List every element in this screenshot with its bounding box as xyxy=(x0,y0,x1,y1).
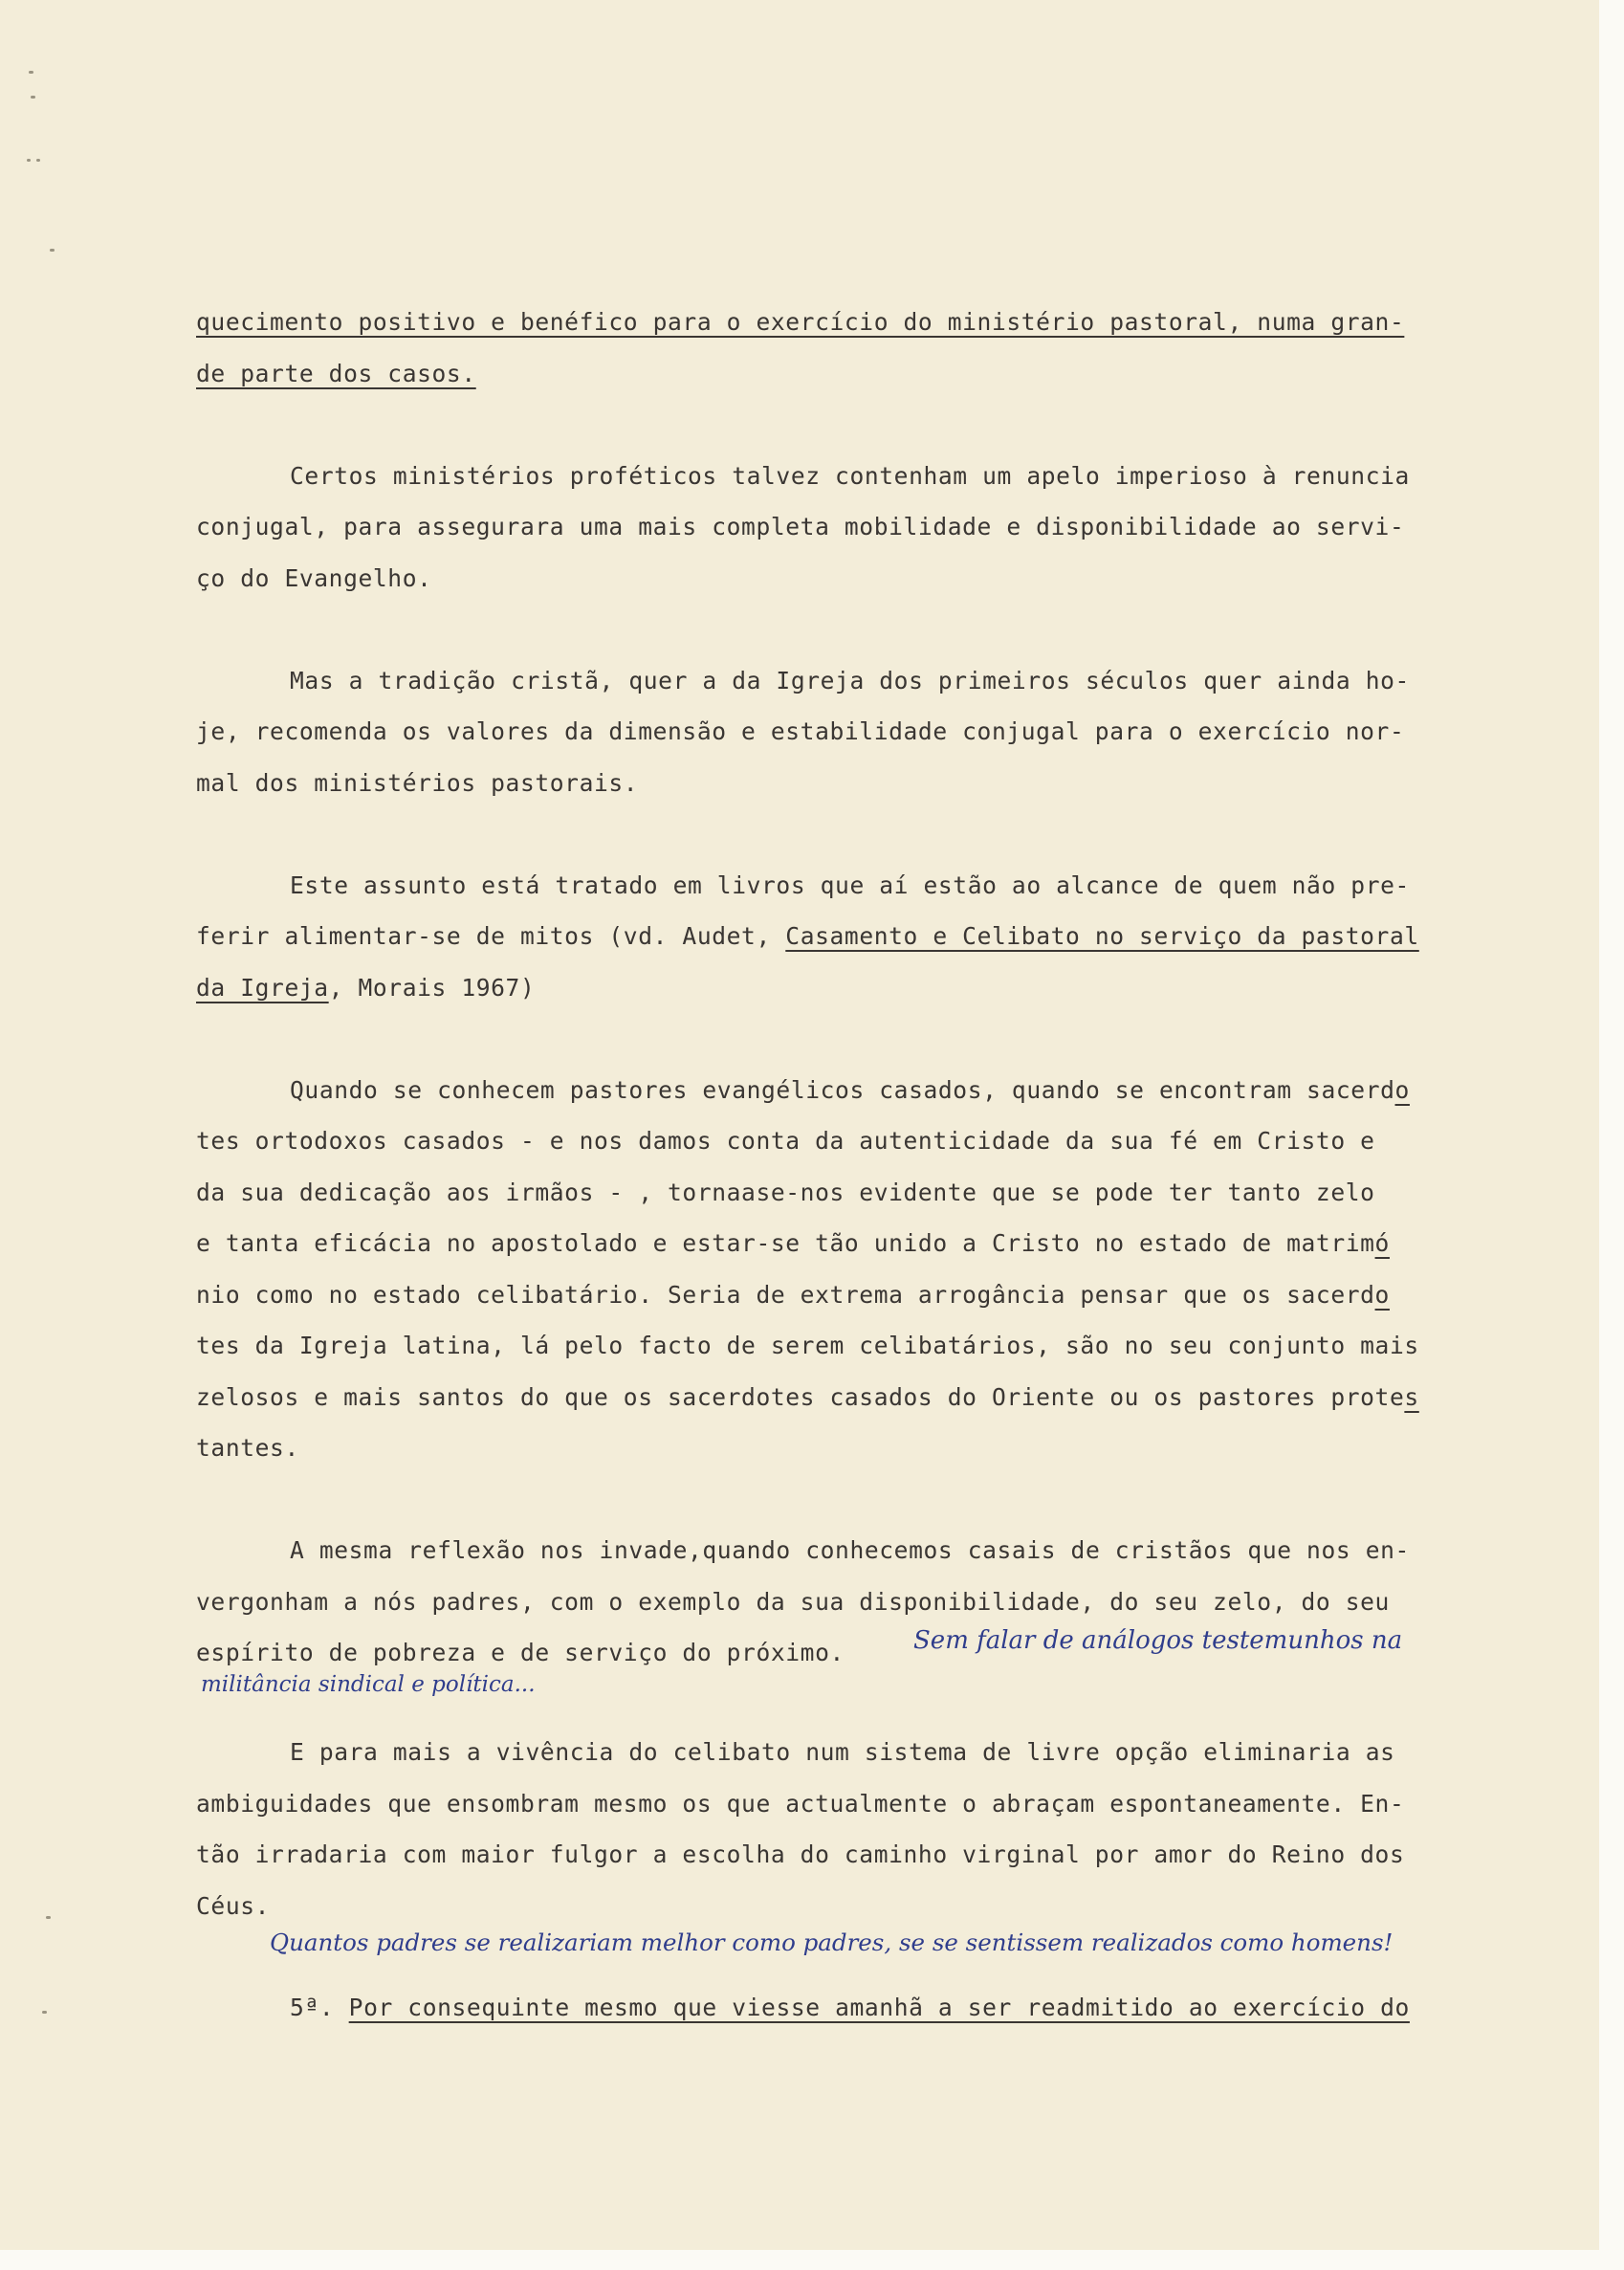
text-line xyxy=(196,860,1516,912)
text-segment: da sua dedicação aos irmãos - , tornaase-nos evidente que se pode ter tanto zelo xyxy=(196,1178,1375,1206)
text-segment: mal dos ministérios pastorais. xyxy=(196,768,639,797)
text-segment: s xyxy=(1404,1382,1419,1411)
text-segment: quecimento positivo e benéfico para o exercício do ministério pastoral, numa gran- xyxy=(196,308,1405,336)
text-segment: ambiguidades que ensombram mesmo os que actualmente o abraçam espontaneamente. En- xyxy=(196,1789,1405,1818)
text-line xyxy=(196,962,1516,1014)
text-segment: tes da Igreja latina, lá pelo facto de serem celibatários, são no seu conjunto mais xyxy=(196,1332,1419,1359)
text-line xyxy=(196,1576,1516,1628)
text-segment: o xyxy=(1374,1280,1390,1309)
text-line xyxy=(196,706,1516,758)
text-line xyxy=(196,758,1516,809)
text-segment: nio como no estado celibatário. Seria de extrema arrogância pensar que os sacerd xyxy=(196,1280,1375,1309)
section-5-line xyxy=(290,1982,1610,2034)
text-segment: , Morais 1967) xyxy=(328,973,536,1002)
text-segment: tes ortodoxos casados - e nos damos conta da autenticidade da sua fé em Cristo e xyxy=(196,1127,1375,1155)
text-segment: Quando se conhecem pastores evangélicos casados, quando se encontram sacerd xyxy=(290,1075,1395,1104)
text-segment: espírito de pobreza e de serviço do próximo. xyxy=(196,1639,845,1666)
text-segment: Casamento e Celibato no serviço da pastoral xyxy=(785,922,1419,950)
section-5-text: Por consequinte mesmo que viesse amanhã a ser readmitido ao exercício do xyxy=(348,1994,1410,2021)
text-segment: tantes. xyxy=(196,1434,299,1462)
text-line xyxy=(196,553,1516,605)
text-line xyxy=(196,1829,1516,1881)
paragraph-gap xyxy=(196,1474,1516,1526)
text-segment: zelosos e mais santos do que os sacerdotes casados do Oriente ou os pastores prote xyxy=(196,1382,1405,1411)
handwritten-note-margin: Sem falar de análogos testemunhos na xyxy=(913,1626,1403,1655)
text-line xyxy=(196,911,1516,962)
text-segment: ó xyxy=(1374,1229,1390,1257)
paragraph-gap xyxy=(196,808,1516,860)
scan-border-bottom xyxy=(0,2250,1624,2270)
text-segment: Mas a tradição cristã, quer a da Igreja dos primeiros séculos quer ainda ho- xyxy=(290,666,1410,694)
typewritten-text-block-2 xyxy=(196,1727,1516,1931)
text-line xyxy=(196,1881,1516,1932)
text-line xyxy=(196,1167,1516,1219)
text-segment: vergonham a nós padres, com o exemplo da sua disponibilidade, do seu zelo, do seu xyxy=(196,1587,1390,1616)
handwritten-note-continuation: militância sindical e política... xyxy=(201,1672,536,1697)
text-line xyxy=(196,1422,1516,1474)
handwritten-note-bottom: Quantos padres se realizariam melhor como padres, se se sentissem realizados como homens! xyxy=(270,1928,1394,1956)
text-line xyxy=(196,451,1516,502)
text-line xyxy=(196,1372,1516,1423)
text-segment: E para mais a vivência do celibato num sistema de livre opção eliminaria as xyxy=(290,1738,1395,1766)
text-segment: Este assunto está tratado em livros que aí estão ao alcance de quem não pre- xyxy=(290,871,1410,899)
text-line xyxy=(196,1269,1516,1321)
text-segment: Céus. xyxy=(196,1891,271,1920)
text-segment: conjugal, para assegurara uma mais completa mobilidade e disponibilidade ao servi- xyxy=(196,513,1405,540)
text-line xyxy=(196,1525,1516,1576)
text-line xyxy=(196,1065,1516,1116)
paragraph-gap xyxy=(196,399,1516,451)
text-line xyxy=(196,348,1516,400)
typewritten-text-block xyxy=(196,297,1516,1679)
text-segment: A mesma reflexão nos invade,quando conhecemos casais de cristãos que nos en- xyxy=(290,1536,1410,1564)
text-line xyxy=(196,1115,1516,1167)
text-line xyxy=(196,655,1516,707)
text-segment: o xyxy=(1394,1075,1410,1104)
text-line xyxy=(196,1320,1516,1372)
text-line xyxy=(196,1778,1516,1830)
text-segment: de parte dos casos. xyxy=(196,359,476,387)
text-segment: e tanta eficácia no apostolado e estar-se tão unido a Cristo no estado de matrim xyxy=(196,1229,1375,1257)
text-segment: da Igreja xyxy=(196,973,329,1002)
paragraph-gap xyxy=(196,1013,1516,1065)
scan-border-right xyxy=(1599,0,1624,2270)
text-line xyxy=(196,1218,1516,1269)
text-line xyxy=(196,501,1516,553)
section-number: 5ª. xyxy=(290,1994,335,2021)
text-segment: ço do Evangelho. xyxy=(196,563,432,592)
text-segment: tão irradaria com maior fulgor a escolha do caminho virginal por amor do Reino dos xyxy=(196,1840,1405,1868)
paragraph-gap xyxy=(196,604,1516,655)
text-segment: ferir alimentar-se de mitos (vd. Audet, xyxy=(196,922,786,950)
text-segment: je, recomenda os valores da dimensão e estabilidade conjugal para o exercício nor- xyxy=(196,717,1405,745)
text-line xyxy=(196,1727,1516,1778)
text-segment: Certos ministérios proféticos talvez contenham um apelo imperioso à renuncia xyxy=(290,461,1410,490)
text-line xyxy=(196,297,1516,348)
